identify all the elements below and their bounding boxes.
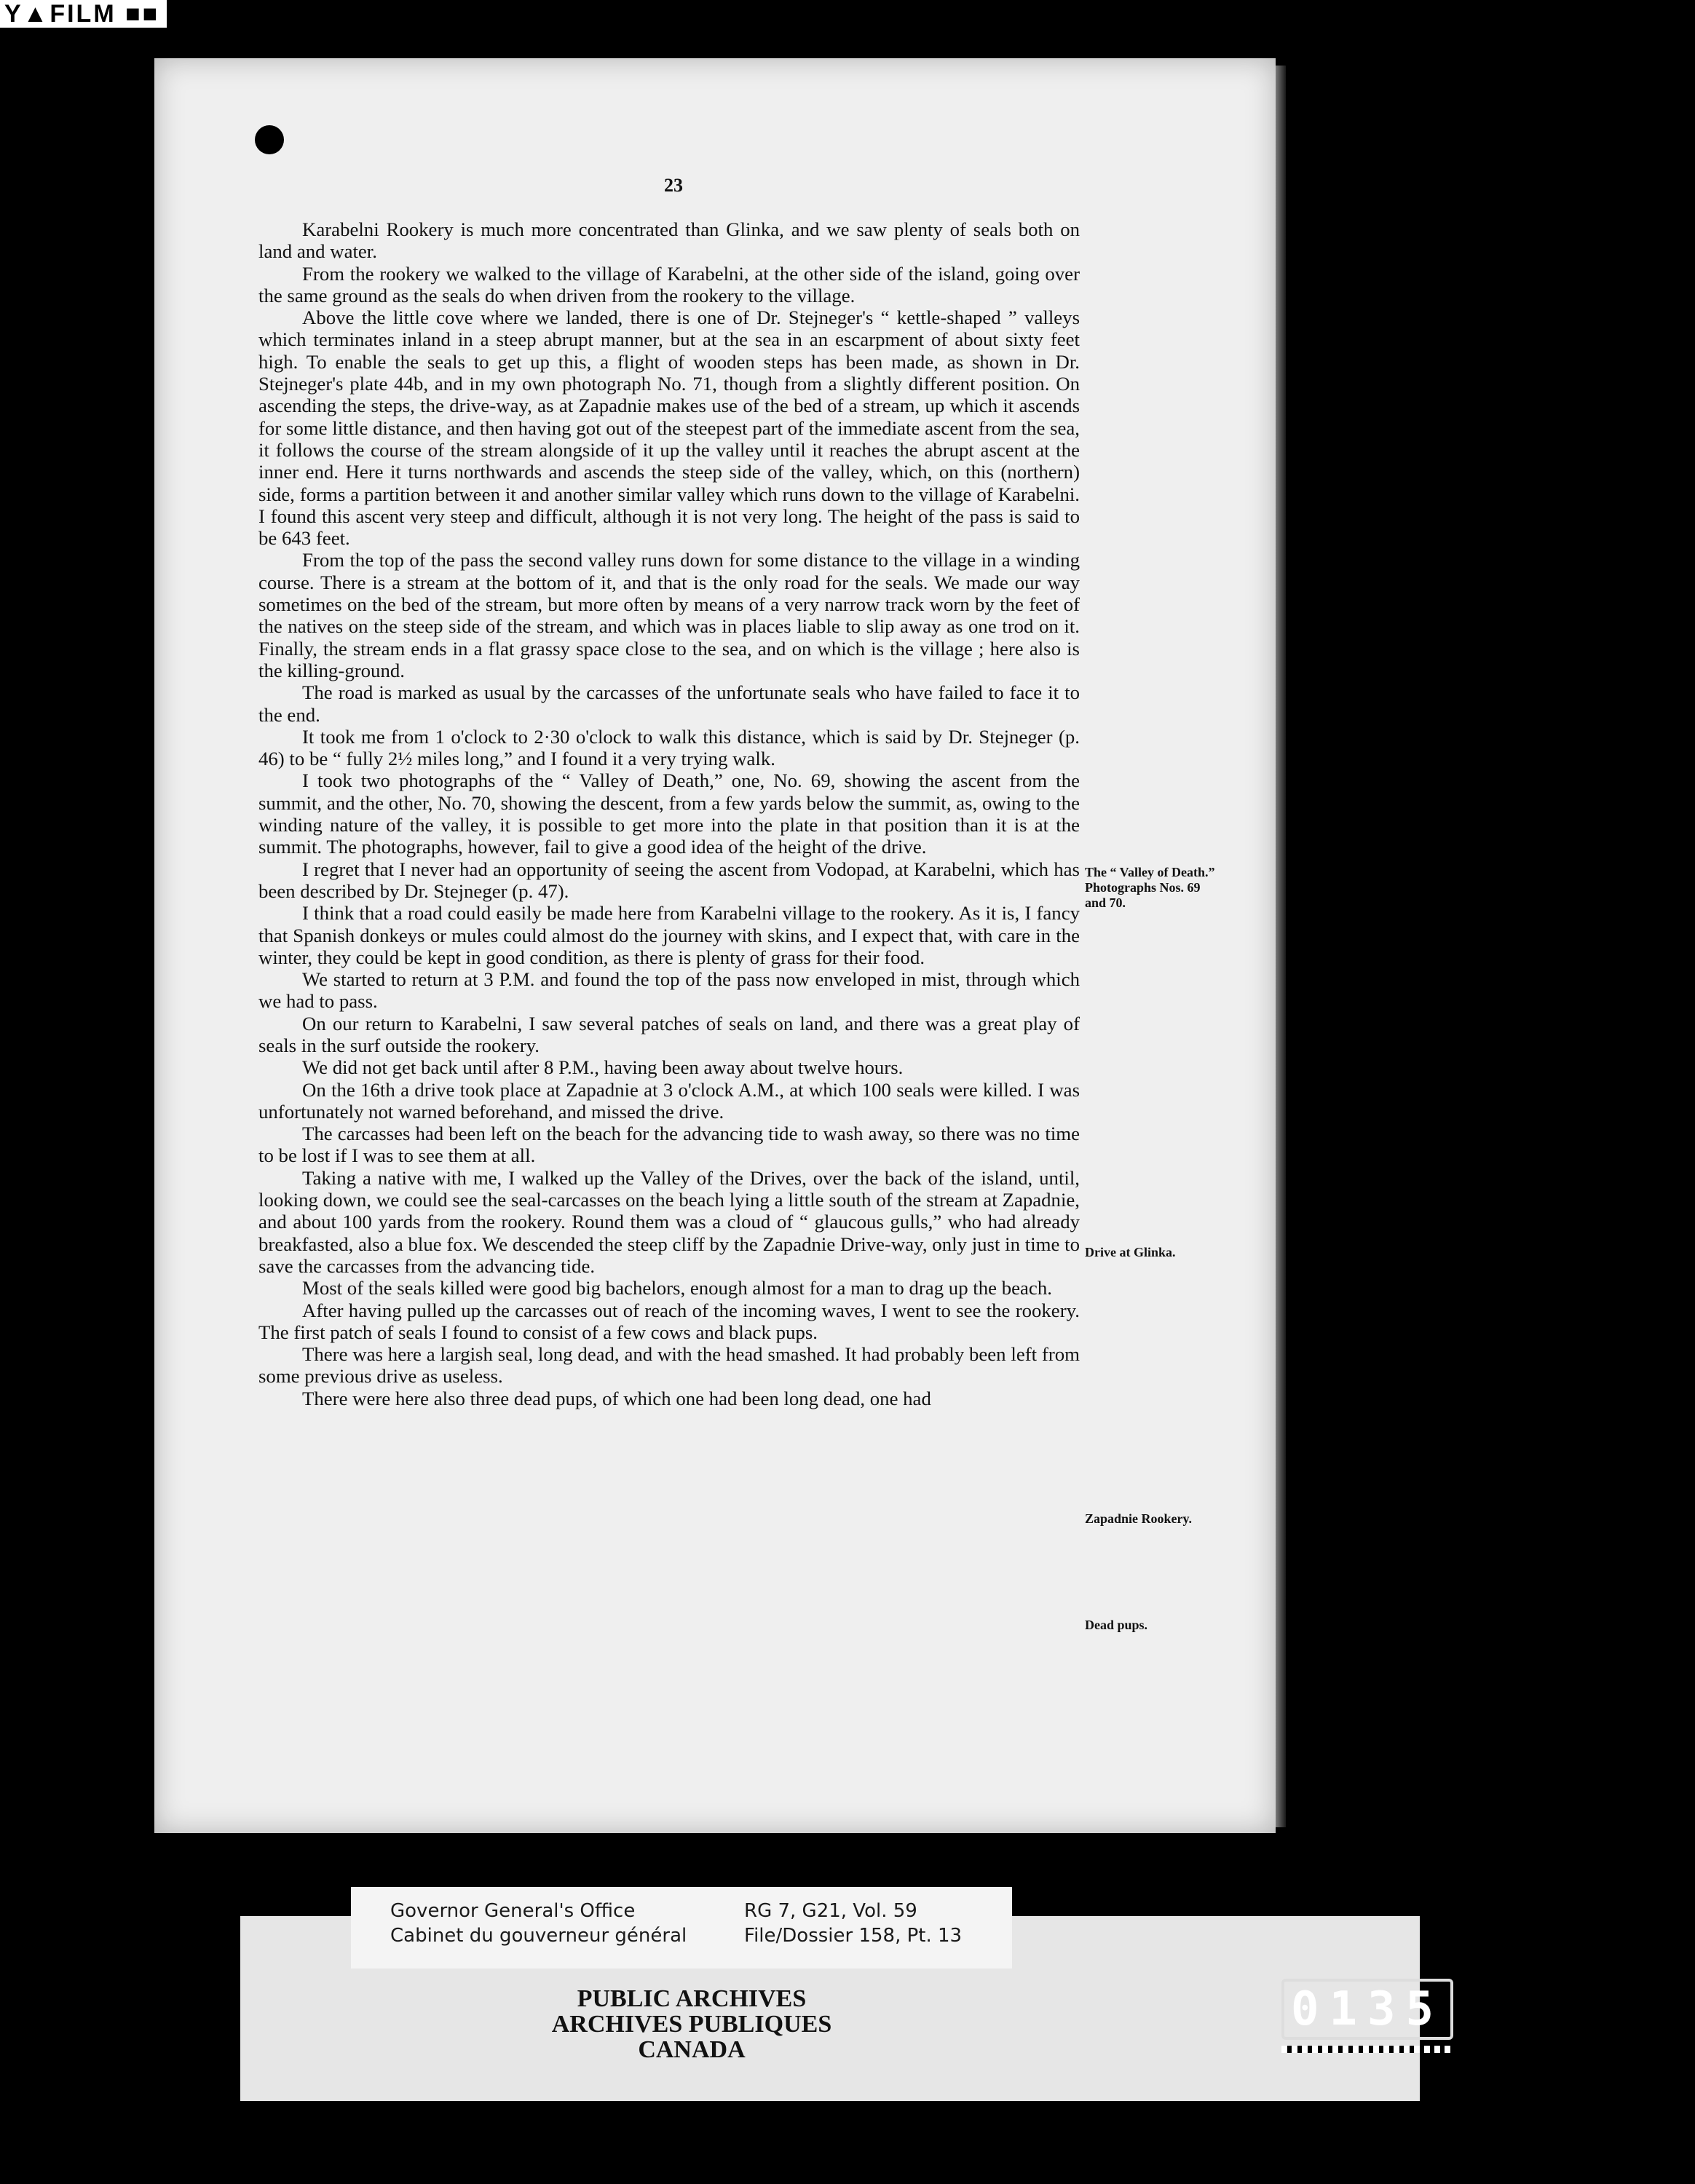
stamp-line-3: CANADA [638, 2036, 746, 2063]
paragraph: From the rookery we walked to the village of Karabelni, at the other side of the island, going over the same ground as the seals do when driven from the rookery to the village. [258, 262, 1080, 306]
archive-label [351, 1887, 1012, 1969]
paragraph: The road is marked as usual by the carcasses of the unfortunate seals who have failed to face it to the end. [258, 681, 1080, 726]
film-mark: Y▲FILM ■■ [0, 0, 167, 28]
paragraph: Karabelni Rookery is much more concentrated than Glinka, and we saw plenty of seals both on land and water. [258, 218, 1080, 263]
margin-note-drive: Drive at Glinka. [1085, 1245, 1176, 1259]
paragraph: Most of the seals killed were good big bachelors, enough almost for a man to drag up the beach. [302, 1277, 1052, 1299]
paragraph: The carcasses had been left on the beach for the advancing tide to wash away, so there was no time to be lost if I was to see them at all. [258, 1123, 1080, 1167]
label-office-en: Governor General's Office [390, 1900, 636, 1922]
film-perforation [1281, 2046, 1453, 2053]
margin-note-rookery: Zapadnie Rookery. [1085, 1511, 1193, 1526]
label-office-fr: Cabinet du gouverneur général [390, 1925, 687, 1947]
paragraph: There was here a largish seal, long dead, and with the head smashed. It had probably been left from some previous drive as useless. [258, 1343, 1080, 1388]
stamp-line-2: ARCHIVES PUBLIQUES [551, 2011, 832, 2038]
label-reference: RG 7, G21, Vol. 59 [744, 1900, 917, 1922]
archives-stamp [437, 1986, 947, 2062]
page-number: 23 [664, 175, 683, 196]
punch-hole [255, 125, 284, 154]
label-file: File/Dossier 158, Pt. 13 [744, 1925, 963, 1947]
paragraph: After having pulled up the carcasses out of reach of the incoming waves, I went to see the rookery. The first patch of seals I found to consist of a few cows and black pups. [258, 1299, 1080, 1343]
paragraph: On the 16th a drive took place at Zapadnie at 3 o'clock A.M., at which 100 seals were killed. I was unfortunately not warned beforehand, and missed the drive. [258, 1078, 1080, 1123]
margin-note-valley-of-death: The “ Valley of Death.” Photographs Nos. 69 and 70. [1085, 865, 1215, 910]
paragraph: I took two photographs of the “ Valley of Death,” one, No. 69, showing the ascent from the summit, and the other, No. 70, showing the descent, from a few yards below the summit, as, owing to the winding nature of the valley, it is possible to get more into the plate in that position than it is at the summit. The photographs, however, fail to give a good idea of the height of the drive. [258, 769, 1080, 858]
paragraph: It took me from 1 o'clock to 2·30 o'clock to walk this distance, which is said by Dr. Stejneger (p. 46) to be “ fully 2½ miles long,” and I found it a very trying walk. [258, 725, 1080, 770]
paragraph: Taking a native with me, I walked up the Valley of the Drives, over the back of the island, until, looking down, we could see the seal-carcasses on the beach lying a little south of the stream at Zapadnie, and about 100 yards from the rookery. Round them was a cloud of “ glaucous gulls,” who had already breakfasted, also a blue fox. We descended the steep cliff by the Zapadnie Drive-way, only just in time to save the carcasses from the advancing tide. [258, 1166, 1080, 1277]
paragraph: On our return to Karabelni, I saw several patches of seals on land, and there was a great play of seals in the surf outside the rookery. [258, 1012, 1080, 1056]
body-text [258, 218, 1080, 1409]
paragraph: I regret that I never had an opportunity of seeing the ascent from Vodopad, at Karabelni, which has been described by Dr. Stejneger (p. 47). [258, 858, 1080, 902]
paragraph: We did not get back until after 8 P.M., having been away about twelve hours. [302, 1056, 904, 1079]
paragraph: Above the little cove where we landed, there is one of Dr. Stejneger's “ kettle-shaped ” valleys which terminates inland in a steep abrupt manner, but at the sea in an escarpment of about sixty feet high. To enable the seals to get up this, a flight of wooden steps has been made, as shown in Dr. Stejneger's plate 44b, and in my own photograph No. 71, though from a slightly different position. On ascending the steps, the drive-way, as at Zapadnie makes use of the bed of a stream, up which it ascends for some little distance, and then having got out of the steepest part of the immediate ascent from the sea, it follows the course of the stream alongside of it up the valley until it reaches the abrupt ascent at the inner end. Here it turns northwards and ascends the steep side of the valley, which, on this (northern) side, forms a partition between it and another similar valley which runs down to the village of Karabelni. I found this ascent very steep and difficult, although it is not very long. The height of the pass is said to be 643 feet. [258, 306, 1080, 550]
frame-number: 0135 [1281, 1979, 1453, 2040]
margin-note-dead-pups: Dead pups. [1085, 1618, 1148, 1632]
paragraph: We started to return at 3 P.M. and found the top of the pass now enveloped in mist, through which we had to pass. [258, 968, 1080, 1013]
paragraph: There were here also three dead pups, of which one had been long dead, one had [302, 1387, 931, 1409]
sheet-shadow [1276, 66, 1286, 1827]
paragraph: From the top of the pass the second valley runs down for some distance to the village in a winding course. There is a stream at the bottom of it, and that is the only road for the seals. We made our way sometimes on the bed of the stream, but more often by means of a very narrow track worn by the feet of the natives on the steep side of the stream, and which was in places liable to slip away as one trod on it. Finally, the stream ends in a flat grassy space close to the sea, and on which is the village ; here also is the killing-ground. [258, 549, 1080, 681]
paragraph: I think that a road could easily be made here from Karabelni village to the rookery. As it is, I fancy that Spanish donkeys or mules could almost do the journey with skins, and I expect that, with care in the winter, they could be kept in good condition, as there is plenty of grass for their food. [258, 902, 1080, 968]
stamp-line-1: PUBLIC ARCHIVES [577, 1985, 807, 2012]
